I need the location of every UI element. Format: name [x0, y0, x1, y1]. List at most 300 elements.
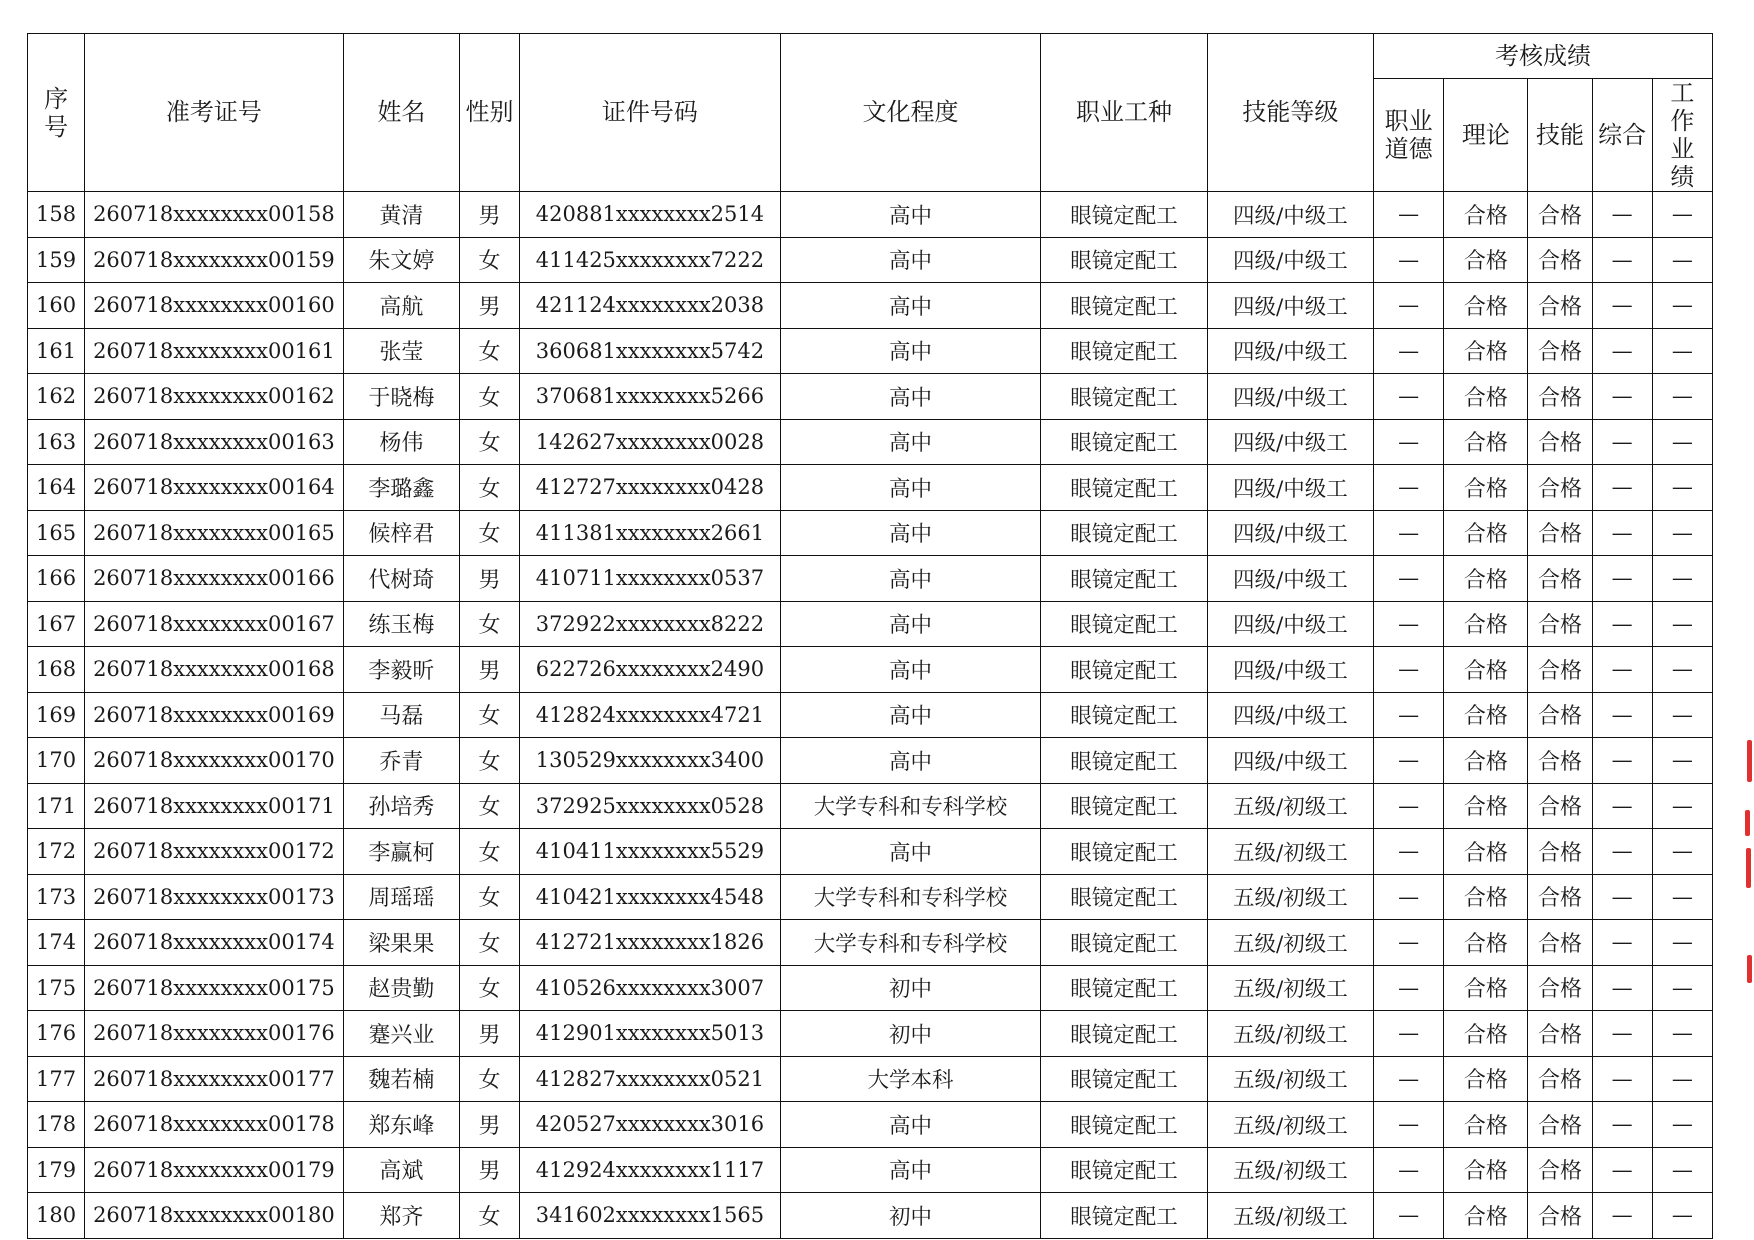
skill-cell: 合格 [1528, 374, 1592, 420]
exam-no-cell: 260718xxxxxxxx00178 [85, 1102, 344, 1148]
name-cell: 高航 [343, 283, 459, 329]
gender-cell: 男 [459, 556, 519, 602]
exam-no-cell: 260718xxxxxxxx00173 [85, 874, 344, 920]
theory-cell: 合格 [1444, 328, 1528, 374]
stamp-mark [1745, 810, 1750, 836]
table-row [28, 647, 1713, 693]
table-body [28, 192, 1713, 1239]
skill-level-cell: 四级/中级工 [1207, 419, 1373, 465]
comprehensive-cell: — [1592, 874, 1652, 920]
id-no-cell: 372925xxxxxxxx0528 [520, 783, 781, 829]
theory-cell: 合格 [1444, 647, 1528, 693]
comprehensive-cell: — [1592, 965, 1652, 1011]
results-table [27, 33, 1713, 1239]
gender-cell: 男 [459, 192, 519, 238]
occupation-cell: 眼镜定配工 [1041, 192, 1207, 238]
education-cell: 高中 [780, 829, 1041, 875]
col-header-name: 姓名 [343, 34, 459, 192]
work-performance-cell: — [1652, 328, 1712, 374]
occupation-cell: 眼镜定配工 [1041, 328, 1207, 374]
occupation-cell: 眼镜定配工 [1041, 283, 1207, 329]
id-no-cell: 411381xxxxxxxx2661 [520, 510, 781, 556]
skill-cell: 合格 [1528, 1193, 1592, 1239]
ethics-cell: — [1374, 874, 1444, 920]
skill-cell: 合格 [1528, 510, 1592, 556]
exam-no-cell: 260718xxxxxxxx00168 [85, 647, 344, 693]
skill-cell: 合格 [1528, 647, 1592, 693]
education-cell: 大学专科和专科学校 [780, 783, 1041, 829]
table-row [28, 1102, 1713, 1148]
work-performance-cell: — [1652, 647, 1712, 693]
ethics-cell: — [1374, 920, 1444, 966]
exam-no-cell: 260718xxxxxxxx00172 [85, 829, 344, 875]
education-cell: 高中 [780, 283, 1041, 329]
education-cell: 大学本科 [780, 1056, 1041, 1102]
name-cell: 张莹 [343, 328, 459, 374]
theory-cell: 合格 [1444, 920, 1528, 966]
skill-level-cell: 五级/初级工 [1207, 874, 1373, 920]
exam-no-cell: 260718xxxxxxxx00162 [85, 374, 344, 420]
education-cell: 高中 [780, 1147, 1041, 1193]
name-cell: 高斌 [343, 1147, 459, 1193]
work-performance-cell: — [1652, 829, 1712, 875]
id-no-cell: 412727xxxxxxxx0428 [520, 465, 781, 511]
gender-cell: 男 [459, 647, 519, 693]
education-cell: 高中 [780, 465, 1041, 511]
name-cell: 杨伟 [343, 419, 459, 465]
work-performance-cell: — [1652, 738, 1712, 784]
skill-cell: 合格 [1528, 874, 1592, 920]
comprehensive-cell: — [1592, 601, 1652, 647]
ethics-cell: — [1374, 510, 1444, 556]
id-no-cell: 412827xxxxxxxx0521 [520, 1056, 781, 1102]
name-cell: 于晓梅 [343, 374, 459, 420]
col-header-comprehensive: 综合 [1592, 79, 1652, 192]
education-cell: 高中 [780, 237, 1041, 283]
id-no-cell: 412824xxxxxxxx4721 [520, 692, 781, 738]
education-cell: 初中 [780, 1011, 1041, 1057]
gender-cell: 女 [459, 692, 519, 738]
comprehensive-cell: — [1592, 283, 1652, 329]
comprehensive-cell: — [1592, 783, 1652, 829]
seq-cell: 163 [28, 419, 85, 465]
skill-level-cell: 四级/中级工 [1207, 283, 1373, 329]
comprehensive-cell: — [1592, 237, 1652, 283]
gender-cell: 女 [459, 328, 519, 374]
ethics-cell: — [1374, 647, 1444, 693]
skill-cell: 合格 [1528, 283, 1592, 329]
table-row [28, 1147, 1713, 1193]
name-cell: 候梓君 [343, 510, 459, 556]
col-header-ethics: 职业道德 [1374, 79, 1444, 192]
seq-cell: 166 [28, 556, 85, 602]
education-cell: 高中 [780, 419, 1041, 465]
id-no-cell: 130529xxxxxxxx3400 [520, 738, 781, 784]
seq-cell: 176 [28, 1011, 85, 1057]
gender-cell: 女 [459, 965, 519, 1011]
name-cell: 孙培秀 [343, 783, 459, 829]
ethics-cell: — [1374, 419, 1444, 465]
col-header-seq: 序号 [28, 34, 85, 192]
comprehensive-cell: — [1592, 647, 1652, 693]
occupation-cell: 眼镜定配工 [1041, 237, 1207, 283]
work-performance-cell: — [1652, 1102, 1712, 1148]
theory-cell: 合格 [1444, 283, 1528, 329]
ethics-cell: — [1374, 1147, 1444, 1193]
stamp-mark [1746, 848, 1751, 888]
id-no-cell: 142627xxxxxxxx0028 [520, 419, 781, 465]
exam-no-cell: 260718xxxxxxxx00158 [85, 192, 344, 238]
work-performance-cell: — [1652, 1147, 1712, 1193]
skill-level-cell: 四级/中级工 [1207, 738, 1373, 784]
skill-level-cell: 五级/初级工 [1207, 1102, 1373, 1148]
work-performance-cell: — [1652, 237, 1712, 283]
theory-cell: 合格 [1444, 237, 1528, 283]
occupation-cell: 眼镜定配工 [1041, 1011, 1207, 1057]
gender-cell: 女 [459, 874, 519, 920]
ethics-cell: — [1374, 1193, 1444, 1239]
occupation-cell: 眼镜定配工 [1041, 920, 1207, 966]
seq-cell: 172 [28, 829, 85, 875]
ethics-cell: — [1374, 601, 1444, 647]
work-performance-cell: — [1652, 1193, 1712, 1239]
seq-cell: 158 [28, 192, 85, 238]
seq-cell: 162 [28, 374, 85, 420]
id-no-cell: 420881xxxxxxxx2514 [520, 192, 781, 238]
ethics-cell: — [1374, 328, 1444, 374]
skill-level-cell: 四级/中级工 [1207, 328, 1373, 374]
col-header-occupation: 职业工种 [1041, 34, 1207, 192]
col-header-id-no: 证件号码 [520, 34, 781, 192]
seq-cell: 169 [28, 692, 85, 738]
stamp-mark [1747, 955, 1752, 983]
id-no-cell: 341602xxxxxxxx1565 [520, 1193, 781, 1239]
table-row [28, 783, 1713, 829]
id-no-cell: 412924xxxxxxxx1117 [520, 1147, 781, 1193]
skill-cell: 合格 [1528, 601, 1592, 647]
education-cell: 高中 [780, 374, 1041, 420]
skill-level-cell: 四级/中级工 [1207, 374, 1373, 420]
skill-cell: 合格 [1528, 738, 1592, 784]
id-no-cell: 410411xxxxxxxx5529 [520, 829, 781, 875]
gender-cell: 男 [459, 283, 519, 329]
theory-cell: 合格 [1444, 601, 1528, 647]
ethics-cell: — [1374, 283, 1444, 329]
theory-cell: 合格 [1444, 556, 1528, 602]
comprehensive-cell: — [1592, 692, 1652, 738]
name-cell: 代树琦 [343, 556, 459, 602]
col-header-skill-level: 技能等级 [1207, 34, 1373, 192]
work-performance-cell: — [1652, 465, 1712, 511]
name-cell: 李毅昕 [343, 647, 459, 693]
occupation-cell: 眼镜定配工 [1041, 692, 1207, 738]
id-no-cell: 412721xxxxxxxx1826 [520, 920, 781, 966]
col-header-exam-no: 准考证号 [85, 34, 344, 192]
gender-cell: 女 [459, 510, 519, 556]
table-row [28, 510, 1713, 556]
table-row [28, 1011, 1713, 1057]
ethics-cell: — [1374, 692, 1444, 738]
gender-cell: 女 [459, 237, 519, 283]
skill-cell: 合格 [1528, 192, 1592, 238]
name-cell: 黄清 [343, 192, 459, 238]
col-header-work-performance: 工作业绩 [1652, 79, 1712, 192]
exam-no-cell: 260718xxxxxxxx00170 [85, 738, 344, 784]
comprehensive-cell: — [1592, 829, 1652, 875]
skill-cell: 合格 [1528, 1102, 1592, 1148]
gender-cell: 女 [459, 1056, 519, 1102]
skill-level-cell: 五级/初级工 [1207, 783, 1373, 829]
seq-cell: 161 [28, 328, 85, 374]
skill-cell: 合格 [1528, 328, 1592, 374]
education-cell: 初中 [780, 1193, 1041, 1239]
occupation-cell: 眼镜定配工 [1041, 1147, 1207, 1193]
col-header-gender: 性别 [459, 34, 519, 192]
gender-cell: 男 [459, 1102, 519, 1148]
ethics-cell: — [1374, 738, 1444, 784]
exam-no-cell: 260718xxxxxxxx00167 [85, 601, 344, 647]
seq-cell: 164 [28, 465, 85, 511]
occupation-cell: 眼镜定配工 [1041, 1193, 1207, 1239]
name-cell: 朱文婷 [343, 237, 459, 283]
education-cell: 高中 [780, 647, 1041, 693]
table-row [28, 601, 1713, 647]
theory-cell: 合格 [1444, 1056, 1528, 1102]
work-performance-cell: — [1652, 419, 1712, 465]
ethics-cell: — [1374, 1102, 1444, 1148]
theory-cell: 合格 [1444, 965, 1528, 1011]
education-cell: 高中 [780, 556, 1041, 602]
comprehensive-cell: — [1592, 1147, 1652, 1193]
seq-cell: 179 [28, 1147, 85, 1193]
theory-cell: 合格 [1444, 783, 1528, 829]
gender-cell: 男 [459, 1147, 519, 1193]
comprehensive-cell: — [1592, 1102, 1652, 1148]
id-no-cell: 360681xxxxxxxx5742 [520, 328, 781, 374]
skill-level-cell: 四级/中级工 [1207, 237, 1373, 283]
ethics-cell: — [1374, 1011, 1444, 1057]
seq-cell: 177 [28, 1056, 85, 1102]
exam-no-cell: 260718xxxxxxxx00169 [85, 692, 344, 738]
work-performance-cell: — [1652, 601, 1712, 647]
comprehensive-cell: — [1592, 510, 1652, 556]
education-cell: 高中 [780, 192, 1041, 238]
gender-cell: 女 [459, 829, 519, 875]
skill-cell: 合格 [1528, 1011, 1592, 1057]
occupation-cell: 眼镜定配工 [1041, 465, 1207, 511]
col-header-skill: 技能 [1528, 79, 1592, 192]
exam-no-cell: 260718xxxxxxxx00176 [85, 1011, 344, 1057]
name-cell: 乔青 [343, 738, 459, 784]
ethics-cell: — [1374, 965, 1444, 1011]
exam-no-cell: 260718xxxxxxxx00159 [85, 237, 344, 283]
id-no-cell: 372922xxxxxxxx8222 [520, 601, 781, 647]
skill-level-cell: 四级/中级工 [1207, 647, 1373, 693]
theory-cell: 合格 [1444, 510, 1528, 556]
seq-cell: 180 [28, 1193, 85, 1239]
education-cell: 高中 [780, 1102, 1041, 1148]
ethics-cell: — [1374, 829, 1444, 875]
id-no-cell: 411425xxxxxxxx7222 [520, 237, 781, 283]
id-no-cell: 421124xxxxxxxx2038 [520, 283, 781, 329]
exam-no-cell: 260718xxxxxxxx00164 [85, 465, 344, 511]
theory-cell: 合格 [1444, 465, 1528, 511]
name-cell: 蹇兴业 [343, 1011, 459, 1057]
work-performance-cell: — [1652, 965, 1712, 1011]
skill-level-cell: 四级/中级工 [1207, 510, 1373, 556]
seq-cell: 175 [28, 965, 85, 1011]
occupation-cell: 眼镜定配工 [1041, 829, 1207, 875]
comprehensive-cell: — [1592, 738, 1652, 784]
table-row [28, 738, 1713, 784]
exam-no-cell: 260718xxxxxxxx00180 [85, 1193, 344, 1239]
ethics-cell: — [1374, 1056, 1444, 1102]
occupation-cell: 眼镜定配工 [1041, 510, 1207, 556]
skill-cell: 合格 [1528, 465, 1592, 511]
comprehensive-cell: — [1592, 1193, 1652, 1239]
name-cell: 赵贵勤 [343, 965, 459, 1011]
id-no-cell: 622726xxxxxxxx2490 [520, 647, 781, 693]
work-performance-cell: — [1652, 1011, 1712, 1057]
education-cell: 高中 [780, 328, 1041, 374]
exam-no-cell: 260718xxxxxxxx00166 [85, 556, 344, 602]
skill-cell: 合格 [1528, 1056, 1592, 1102]
id-no-cell: 370681xxxxxxxx5266 [520, 374, 781, 420]
work-performance-cell: — [1652, 920, 1712, 966]
skill-level-cell: 五级/初级工 [1207, 1056, 1373, 1102]
col-header-education: 文化程度 [780, 34, 1041, 192]
theory-cell: 合格 [1444, 1102, 1528, 1148]
skill-cell: 合格 [1528, 556, 1592, 602]
education-cell: 大学专科和专科学校 [780, 920, 1041, 966]
table-row [28, 692, 1713, 738]
exam-no-cell: 260718xxxxxxxx00171 [85, 783, 344, 829]
ethics-cell: — [1374, 374, 1444, 420]
theory-cell: 合格 [1444, 374, 1528, 420]
seq-cell: 168 [28, 647, 85, 693]
table-row [28, 829, 1713, 875]
skill-cell: 合格 [1528, 419, 1592, 465]
skill-cell: 合格 [1528, 692, 1592, 738]
table-row [28, 374, 1713, 420]
skill-cell: 合格 [1528, 237, 1592, 283]
exam-no-cell: 260718xxxxxxxx00179 [85, 1147, 344, 1193]
work-performance-cell: — [1652, 874, 1712, 920]
gender-cell: 女 [459, 738, 519, 784]
skill-cell: 合格 [1528, 1147, 1592, 1193]
id-no-cell: 410526xxxxxxxx3007 [520, 965, 781, 1011]
comprehensive-cell: — [1592, 465, 1652, 511]
name-cell: 周瑶瑶 [343, 874, 459, 920]
theory-cell: 合格 [1444, 692, 1528, 738]
table-row [28, 965, 1713, 1011]
seq-cell: 173 [28, 874, 85, 920]
table-header [28, 34, 1713, 192]
skill-level-cell: 四级/中级工 [1207, 692, 1373, 738]
exam-no-cell: 260718xxxxxxxx00163 [85, 419, 344, 465]
education-cell: 高中 [780, 738, 1041, 784]
name-cell: 李赢柯 [343, 829, 459, 875]
exam-no-cell: 260718xxxxxxxx00161 [85, 328, 344, 374]
ethics-cell: — [1374, 556, 1444, 602]
education-cell: 高中 [780, 692, 1041, 738]
table-row [28, 283, 1713, 329]
comprehensive-cell: — [1592, 920, 1652, 966]
ethics-cell: — [1374, 237, 1444, 283]
table-row [28, 920, 1713, 966]
id-no-cell: 412901xxxxxxxx5013 [520, 1011, 781, 1057]
table-row [28, 1193, 1713, 1239]
occupation-cell: 眼镜定配工 [1041, 965, 1207, 1011]
skill-level-cell: 五级/初级工 [1207, 829, 1373, 875]
name-cell: 马磊 [343, 692, 459, 738]
seq-cell: 165 [28, 510, 85, 556]
id-no-cell: 420527xxxxxxxx3016 [520, 1102, 781, 1148]
theory-cell: 合格 [1444, 1193, 1528, 1239]
gender-cell: 女 [459, 1193, 519, 1239]
seq-cell: 174 [28, 920, 85, 966]
gender-cell: 女 [459, 783, 519, 829]
skill-cell: 合格 [1528, 829, 1592, 875]
exam-no-cell: 260718xxxxxxxx00175 [85, 965, 344, 1011]
comprehensive-cell: — [1592, 419, 1652, 465]
education-cell: 初中 [780, 965, 1041, 1011]
skill-level-cell: 五级/初级工 [1207, 1193, 1373, 1239]
name-cell: 郑齐 [343, 1193, 459, 1239]
occupation-cell: 眼镜定配工 [1041, 783, 1207, 829]
table-row [28, 328, 1713, 374]
exam-no-cell: 260718xxxxxxxx00165 [85, 510, 344, 556]
table-row [28, 192, 1713, 238]
comprehensive-cell: — [1592, 1056, 1652, 1102]
col-header-assessment: 考核成绩 [1374, 34, 1713, 79]
exam-no-cell: 260718xxxxxxxx00160 [85, 283, 344, 329]
name-cell: 魏若楠 [343, 1056, 459, 1102]
work-performance-cell: — [1652, 374, 1712, 420]
work-performance-cell: — [1652, 783, 1712, 829]
stamp-mark [1747, 740, 1752, 782]
seq-cell: 178 [28, 1102, 85, 1148]
gender-cell: 女 [459, 419, 519, 465]
id-no-cell: 410421xxxxxxxx4548 [520, 874, 781, 920]
skill-level-cell: 五级/初级工 [1207, 965, 1373, 1011]
work-performance-cell: — [1652, 692, 1712, 738]
col-header-theory: 理论 [1444, 79, 1528, 192]
name-cell: 练玉梅 [343, 601, 459, 647]
work-performance-cell: — [1652, 1056, 1712, 1102]
theory-cell: 合格 [1444, 419, 1528, 465]
skill-level-cell: 五级/初级工 [1207, 1011, 1373, 1057]
work-performance-cell: — [1652, 192, 1712, 238]
gender-cell: 女 [459, 920, 519, 966]
skill-cell: 合格 [1528, 783, 1592, 829]
theory-cell: 合格 [1444, 1011, 1528, 1057]
ethics-cell: — [1374, 465, 1444, 511]
comprehensive-cell: — [1592, 328, 1652, 374]
theory-cell: 合格 [1444, 874, 1528, 920]
skill-level-cell: 四级/中级工 [1207, 465, 1373, 511]
table-row [28, 1056, 1713, 1102]
skill-cell: 合格 [1528, 965, 1592, 1011]
seq-cell: 167 [28, 601, 85, 647]
name-cell: 郑东峰 [343, 1102, 459, 1148]
exam-no-cell: 260718xxxxxxxx00177 [85, 1056, 344, 1102]
table-row [28, 237, 1713, 283]
theory-cell: 合格 [1444, 738, 1528, 784]
table-row [28, 874, 1713, 920]
occupation-cell: 眼镜定配工 [1041, 1056, 1207, 1102]
name-cell: 李璐鑫 [343, 465, 459, 511]
